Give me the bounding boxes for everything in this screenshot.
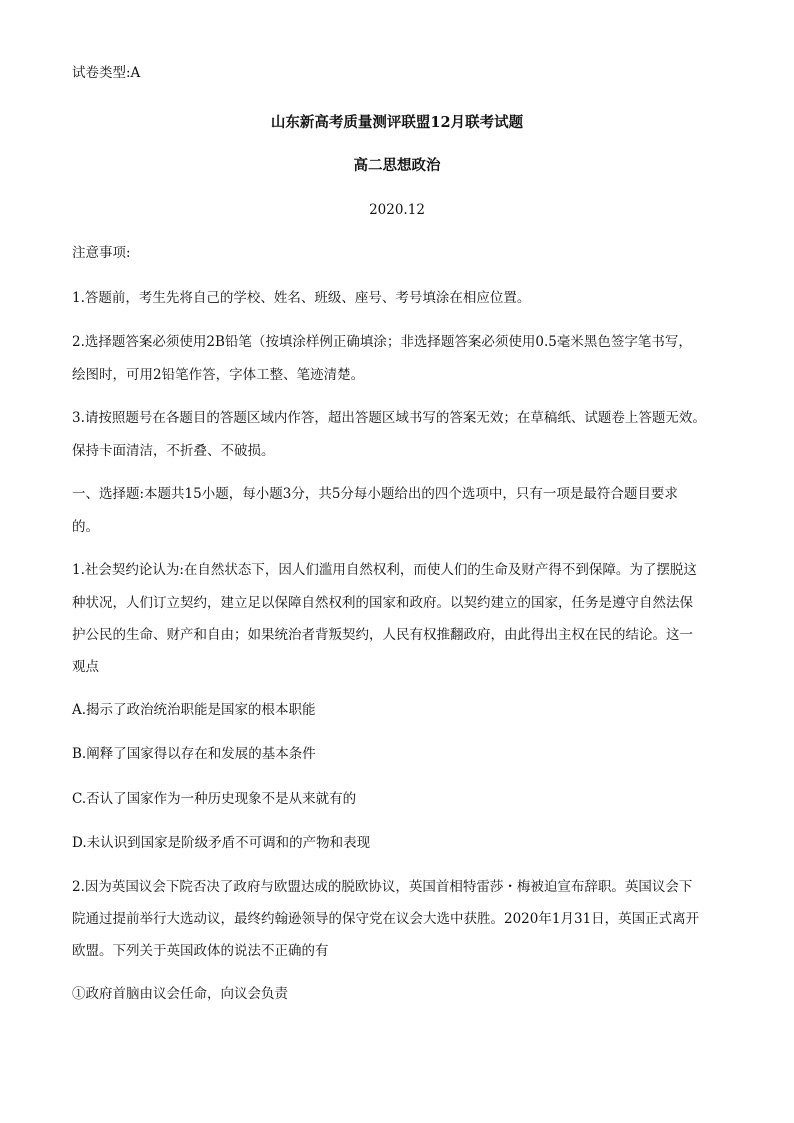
question-2-line-2: 院通过提前举行大选动议，最终约翰逊领导的保守党在议会大选中获胜。2020年1月31日，英国正式离开	[72, 911, 700, 927]
notice-item-3-line-1: 3.请按照题号在各题目的答题区域内作答，超出答题区域书写的答案无效；在草稿纸、试题卷上答题无效。	[72, 410, 706, 426]
question-1-line-2: 种状况，人们订立契约，建立足以保障自然权利的国家和政府。以契约建立的国家，任务是遵守自然法保	[72, 595, 693, 611]
notice-item-2-line-2: 绘图时，可用2铅笔作答，字体工整、笔迹清楚。	[72, 367, 365, 383]
question-1-option-a: A.揭示了政治统治职能是国家的根本职能	[72, 702, 316, 718]
question-1-line-4: 观点	[72, 659, 99, 675]
question-2-item-1: ①政府首脑由议会任命，向议会负责	[72, 986, 288, 1002]
paper-type: 试卷类型:A	[72, 65, 141, 81]
question-1-option-c: C.否认了国家作为一种历史现象不是从来就有的	[72, 791, 357, 807]
subject-title: 高二思想政治	[353, 157, 441, 174]
exam-title: 山东新高考质量测评联盟12月联考试题	[270, 114, 524, 131]
question-1-option-d: D.未认识到国家是阶级矛盾不可调和的产物和表现	[72, 835, 371, 851]
exam-date: 2020.12	[369, 202, 425, 218]
question-2-line-1: 2.因为英国议会下院否决了政府与欧盟达成的脱欧协议，英国首相特雷莎・梅被迫宣布辞职。英国议会下	[72, 879, 693, 895]
question-1-line-3: 护公民的生命、财产和自由；如果统治者背叛契约，人民有权推翻政府，由此得出主权在民的结论。这一	[72, 627, 693, 643]
notice-heading: 注意事项:	[72, 245, 131, 261]
question-2-line-3: 欧盟。下列关于英国政体的说法不正确的有	[72, 943, 329, 959]
section-1-intro-line-1: 一、选择题:本题共15小题，每小题3分，共5分每小题给出的四个选项中，只有一项是最符合题目要求	[72, 486, 678, 502]
notice-item-1: 1.答题前，考生先将自己的学校、姓名、班级、座号、考号填涂在相应位置。	[72, 290, 531, 306]
notice-item-2-line-1: 2.选择题答案必须使用2B铅笔（按填涂样例正确填涂；非选择题答案必须使用0.5毫米黑色签字笔书写，	[72, 334, 692, 350]
question-1-option-b: B.阐释了国家得以存在和发展的基本条件	[72, 746, 316, 762]
section-1-intro-line-2: 的。	[72, 519, 99, 535]
notice-item-3-line-2: 保持卡面清洁，不折叠、不破损。	[72, 443, 275, 459]
question-1-line-1: 1.社会契约论认为:在自然状态下，因人们滥用自然权利，而使人们的生命及财产得不到保障。为了摆脱这	[72, 562, 697, 578]
